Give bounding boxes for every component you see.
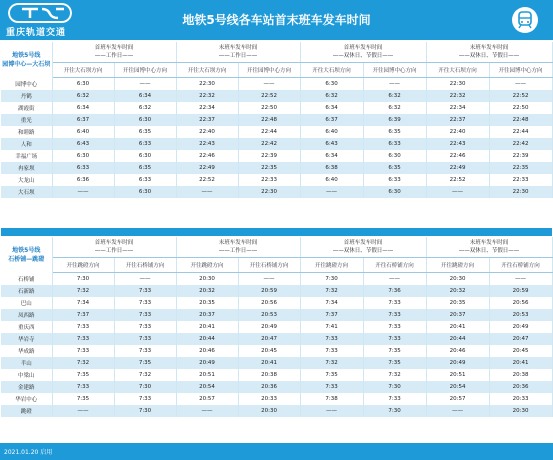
table-row [1, 297, 552, 309]
station-name: 重光 [1, 114, 52, 126]
departure-time: 22:37 [426, 114, 489, 126]
departure-time: 7:33 [363, 333, 426, 345]
departure-time: 20:36 [489, 381, 552, 393]
departure-time: 7:33 [114, 309, 176, 321]
departure-time: 20:41 [489, 357, 552, 369]
departure-time: 20:33 [489, 393, 552, 405]
station-name: 幸福广场 [1, 150, 52, 162]
departure-time: 7:35 [300, 369, 363, 381]
departure-time: 6:40 [52, 126, 114, 138]
station-name: 大石坝 [1, 186, 52, 198]
departure-time: 22:43 [426, 138, 489, 150]
departure-time: 7:32 [300, 357, 363, 369]
departure-time: 20:30 [489, 405, 552, 417]
group-header [426, 42, 552, 63]
header-bar [0, 0, 553, 40]
departure-time: 22:46 [426, 150, 489, 162]
group-title: 末班车发车时间 [218, 45, 258, 51]
group-period: ——工作日—— [218, 53, 258, 59]
table-row [1, 273, 552, 286]
table-row [1, 78, 552, 91]
departure-time: 20:35 [176, 297, 238, 309]
station-name: 半山 [1, 357, 52, 369]
column-header: 开往石桥铺方向 [238, 258, 300, 273]
departure-time: 22:50 [238, 102, 300, 114]
departure-time: 22:52 [489, 90, 552, 102]
table-row [1, 90, 552, 102]
departure-time: 20:35 [426, 297, 489, 309]
departure-time: 22:44 [238, 126, 300, 138]
departure-time: 22:35 [238, 162, 300, 174]
column-header: 开往跳磴方向 [426, 258, 489, 273]
departure-time: 22:35 [489, 162, 552, 174]
departure-time: 6:36 [52, 174, 114, 186]
departure-time: 6:40 [300, 126, 363, 138]
departure-time: 7:33 [363, 297, 426, 309]
departure-time: 6:30 [52, 78, 114, 91]
station-name: 华成路 [1, 345, 52, 357]
departure-time: 7:36 [363, 285, 426, 297]
station-name: 中梁山 [1, 369, 52, 381]
timetable-section-2 [1, 237, 553, 417]
departure-time: 22:50 [489, 102, 552, 114]
departure-time: 20:36 [238, 381, 300, 393]
departure-time: 7:33 [363, 321, 426, 333]
departure-time: 20:47 [238, 333, 300, 345]
table-row [1, 174, 552, 186]
departure-time: 20:44 [176, 333, 238, 345]
departure-time: 20:51 [426, 369, 489, 381]
departure-time: 7:41 [300, 321, 363, 333]
departure-time: 7:33 [114, 333, 176, 345]
departure-time: 6:33 [114, 174, 176, 186]
departure-time: 6:30 [52, 150, 114, 162]
table-row [1, 369, 552, 381]
footer-bar [0, 443, 553, 460]
table-row [1, 393, 552, 405]
station-name: 跳磴 [1, 405, 52, 417]
table-row [1, 162, 552, 174]
table-row [1, 381, 552, 393]
departure-time: 7:33 [114, 285, 176, 297]
departure-time: 6:32 [363, 90, 426, 102]
departure-time: 20:57 [176, 393, 238, 405]
departure-time: 7:30 [52, 273, 114, 286]
departure-time: 20:51 [176, 369, 238, 381]
departure-time: 7:33 [300, 381, 363, 393]
column-header: 开往跳磴方向 [52, 258, 114, 273]
departure-time: 22:48 [238, 114, 300, 126]
departure-time: 7:37 [300, 309, 363, 321]
departure-time: 6:34 [114, 90, 176, 102]
departure-time: 22:37 [176, 114, 238, 126]
departure-time: 20:46 [176, 345, 238, 357]
departure-time: 6:35 [114, 126, 176, 138]
group-header [300, 42, 426, 63]
departure-time: —— [238, 78, 300, 91]
departure-time: 20:37 [426, 309, 489, 321]
departure-time: 7:33 [52, 381, 114, 393]
column-header: 开往大石坝方向 [300, 63, 363, 78]
departure-time: 20:45 [238, 345, 300, 357]
column-header: 开往园博中心方向 [114, 63, 176, 78]
departure-time: 20:49 [426, 357, 489, 369]
column-header: 开往园博中心方向 [238, 63, 300, 78]
table-row [1, 114, 552, 126]
group-header [426, 237, 552, 258]
departure-time: 6:34 [300, 102, 363, 114]
departure-time: 6:30 [114, 186, 176, 198]
departure-time: 6:30 [363, 186, 426, 198]
departure-time: 22:52 [426, 174, 489, 186]
column-header: 开往大石坝方向 [426, 63, 489, 78]
departure-time: 7:32 [114, 369, 176, 381]
departure-time: 22:49 [426, 162, 489, 174]
group-period: ——工作日—— [94, 53, 134, 59]
group-header [176, 237, 300, 258]
departure-time: 20:33 [238, 393, 300, 405]
section-title [1, 42, 52, 78]
section-title [1, 237, 52, 273]
departure-time: 20:45 [489, 345, 552, 357]
departure-time: 6:30 [363, 150, 426, 162]
column-header: 开往大石坝方向 [176, 63, 238, 78]
departure-time: 7:30 [363, 381, 426, 393]
station-name: 丹鹤 [1, 90, 52, 102]
departure-time: —— [363, 78, 426, 91]
departure-time: 20:53 [489, 309, 552, 321]
departure-time: 22:40 [176, 126, 238, 138]
departure-time: 7:33 [114, 345, 176, 357]
departure-time: 7:34 [52, 297, 114, 309]
departure-time: 20:56 [238, 297, 300, 309]
departure-time: —— [426, 186, 489, 198]
column-header: 开往跳磴方向 [300, 258, 363, 273]
departure-time: 6:40 [300, 174, 363, 186]
departure-time: 20:30 [176, 273, 238, 286]
column-header: 开往大石坝方向 [52, 63, 114, 78]
departure-time: 20:49 [238, 321, 300, 333]
departure-time: 20:49 [176, 357, 238, 369]
column-header: 开往石桥铺方向 [489, 258, 552, 273]
group-header [52, 42, 176, 63]
departure-time: 7:34 [300, 297, 363, 309]
column-header: 开往园博中心方向 [489, 63, 552, 78]
table-row [1, 150, 552, 162]
departure-time: —— [300, 186, 363, 198]
table-row [1, 357, 552, 369]
station-name: 石桥铺 [1, 273, 52, 286]
group-period: ——双休日、节假日—— [458, 248, 520, 254]
departure-time: 6:39 [363, 114, 426, 126]
group-title: 首班车发车时间 [94, 240, 134, 246]
station-name: 金建路 [1, 381, 52, 393]
group-header [176, 42, 300, 63]
departure-time: 22:42 [489, 138, 552, 150]
column-header: 开往园博中心方向 [363, 63, 426, 78]
departure-time: 7:33 [52, 345, 114, 357]
departure-time: 6:34 [52, 102, 114, 114]
departure-time: 20:47 [489, 333, 552, 345]
departure-time: 7:38 [300, 393, 363, 405]
departure-time: 7:33 [363, 393, 426, 405]
departure-time: 20:30 [238, 405, 300, 417]
departure-time: 6:43 [52, 138, 114, 150]
departure-time: 20:46 [426, 345, 489, 357]
departure-time: 22:32 [176, 90, 238, 102]
departure-time: 7:32 [52, 285, 114, 297]
timetable-section-1 [1, 42, 553, 198]
group-header [52, 237, 176, 258]
group-header [300, 237, 426, 258]
station-name: 园博中心 [1, 78, 52, 91]
departure-time: 6:33 [363, 174, 426, 186]
departure-time: 6:33 [114, 138, 176, 150]
column-header-row [1, 63, 552, 78]
departure-time: 22:39 [489, 150, 552, 162]
departure-time: 20:49 [489, 321, 552, 333]
group-title: 末班车发车时间 [469, 240, 509, 246]
departure-time: 7:33 [114, 321, 176, 333]
departure-time: 7:35 [363, 345, 426, 357]
departure-time: 6:30 [114, 114, 176, 126]
departure-time: —— [238, 273, 300, 286]
line-name: 地铁5号线 [12, 51, 41, 59]
departure-time: 22:43 [176, 138, 238, 150]
departure-time: 7:32 [52, 357, 114, 369]
departure-time: 20:44 [426, 333, 489, 345]
table-row [1, 321, 552, 333]
departure-time: 7:37 [52, 309, 114, 321]
departure-time: 22:30 [176, 78, 238, 91]
group-period: ——工作日—— [94, 248, 134, 254]
departure-time: 7:33 [300, 345, 363, 357]
table-row [1, 333, 552, 345]
route-name: 石桥铺—跳磴 [8, 255, 45, 263]
metro-train-icon [511, 6, 539, 34]
departure-time: 7:30 [363, 405, 426, 417]
departure-time: 6:32 [114, 102, 176, 114]
departure-time: 7:33 [300, 333, 363, 345]
departure-time: 20:53 [238, 309, 300, 321]
column-header-row [1, 258, 552, 273]
table-row [1, 138, 552, 150]
departure-time: —— [489, 273, 552, 286]
departure-time: 22:30 [489, 186, 552, 198]
departure-time: 7:30 [114, 405, 176, 417]
departure-time: 22:33 [489, 174, 552, 186]
departure-time: 7:30 [114, 381, 176, 393]
station-name: 大龙山 [1, 174, 52, 186]
departure-time: 7:32 [363, 369, 426, 381]
line-name: 地铁5号线 [12, 246, 41, 254]
departure-time: 22:32 [426, 90, 489, 102]
departure-time: 22:30 [426, 78, 489, 91]
table-row [1, 126, 552, 138]
station-name: 人和 [1, 138, 52, 150]
page-title: 地铁5号线各车站首末班车发车时间 [182, 13, 371, 27]
departure-time: 22:39 [238, 150, 300, 162]
group-period: ——工作日—— [218, 248, 258, 254]
departure-time: 7:35 [114, 357, 176, 369]
departure-time: 6:33 [363, 138, 426, 150]
departure-time: —— [52, 186, 114, 198]
group-title: 首班车发车时间 [94, 45, 134, 51]
departure-time: 20:41 [176, 321, 238, 333]
departure-time: 22:44 [489, 126, 552, 138]
departure-time: 22:34 [426, 102, 489, 114]
departure-time: 22:40 [426, 126, 489, 138]
departure-time: —— [300, 405, 363, 417]
group-period: ——双休日、节假日—— [332, 248, 394, 254]
departure-time: 22:48 [489, 114, 552, 126]
departure-time: 20:59 [489, 285, 552, 297]
station-name: 和睦路 [1, 126, 52, 138]
group-header-row [1, 237, 552, 258]
departure-time: 20:38 [238, 369, 300, 381]
station-name: 湖霞街 [1, 102, 52, 114]
departure-time: 7:33 [52, 321, 114, 333]
column-header: 开往跳磴方向 [176, 258, 238, 273]
departure-time: 6:35 [363, 162, 426, 174]
departure-time: 22:49 [176, 162, 238, 174]
departure-time: 7:35 [363, 357, 426, 369]
departure-time: 6:32 [363, 102, 426, 114]
departure-time: 20:41 [238, 357, 300, 369]
route-name: 园博中心—大石坝 [2, 60, 51, 68]
departure-time: 22:34 [176, 102, 238, 114]
departure-time: 7:33 [363, 309, 426, 321]
group-header-row [1, 42, 552, 63]
departure-time: 20:41 [426, 321, 489, 333]
departure-time: 20:57 [426, 393, 489, 405]
departure-time: 22:42 [238, 138, 300, 150]
group-title: 末班车发车时间 [469, 45, 509, 51]
group-period: ——双休日、节假日—— [458, 53, 520, 59]
departure-time: 20:32 [176, 285, 238, 297]
station-name: 华岩中心 [1, 393, 52, 405]
departure-time: 6:37 [300, 114, 363, 126]
departure-time: 7:30 [300, 273, 363, 286]
effective-date-note: 2021.01.20 启用 [4, 449, 53, 456]
station-name: 重庆西 [1, 321, 52, 333]
departure-time: 20:38 [489, 369, 552, 381]
departure-time: 20:56 [489, 297, 552, 309]
departure-time: 22:33 [238, 174, 300, 186]
departure-time: —— [489, 78, 552, 91]
departure-time: 22:46 [176, 150, 238, 162]
group-title: 首班车发车时间 [343, 45, 383, 51]
departure-time: 6:34 [300, 150, 363, 162]
station-name: 凤西路 [1, 309, 52, 321]
station-name: 石新路 [1, 285, 52, 297]
departure-time: 20:30 [426, 273, 489, 286]
departure-time: 6:38 [300, 162, 363, 174]
departure-time: 20:59 [238, 285, 300, 297]
departure-time: 7:35 [52, 393, 114, 405]
departure-time: 7:33 [114, 297, 176, 309]
departure-time: 6:30 [114, 150, 176, 162]
departure-time: 6:33 [52, 162, 114, 174]
column-header: 开往石桥铺方向 [363, 258, 426, 273]
departure-time: —— [426, 405, 489, 417]
section-divider [1, 228, 552, 236]
departure-time: 7:33 [52, 333, 114, 345]
logo-text: 重庆轨道交通 [6, 28, 67, 38]
departure-time: —— [176, 405, 238, 417]
departure-time: —— [114, 273, 176, 286]
departure-time: 6:37 [52, 114, 114, 126]
departure-time: 22:52 [176, 174, 238, 186]
departure-time: —— [176, 186, 238, 198]
group-period: ——双休日、节假日—— [332, 53, 394, 59]
departure-time: 6:32 [300, 90, 363, 102]
departure-time: 6:32 [52, 90, 114, 102]
departure-time: 6:35 [363, 126, 426, 138]
departure-time: 7:33 [114, 393, 176, 405]
departure-time: 20:32 [426, 285, 489, 297]
departure-time: 20:54 [176, 381, 238, 393]
departure-time: 6:43 [300, 138, 363, 150]
departure-time: —— [363, 273, 426, 286]
departure-time: 20:54 [426, 381, 489, 393]
table-row [1, 102, 552, 114]
departure-time: —— [52, 405, 114, 417]
departure-time: 7:35 [52, 369, 114, 381]
departure-time: 6:30 [300, 78, 363, 91]
table-row [1, 405, 552, 417]
table-row [1, 186, 552, 198]
station-name: 华岩寺 [1, 333, 52, 345]
departure-time: 22:30 [238, 186, 300, 198]
group-title: 首班车发车时间 [343, 240, 383, 246]
departure-time: 6:35 [114, 162, 176, 174]
departure-time: 22:52 [238, 90, 300, 102]
table-row [1, 309, 552, 321]
station-name: 巴山 [1, 297, 52, 309]
station-name: 冉家坝 [1, 162, 52, 174]
column-header: 开往石桥铺方向 [114, 258, 176, 273]
departure-time: 7:32 [300, 285, 363, 297]
table-row [1, 285, 552, 297]
departure-time: 20:37 [176, 309, 238, 321]
group-title: 末班车发车时间 [218, 240, 258, 246]
departure-time: —— [114, 78, 176, 91]
table-row [1, 345, 552, 357]
